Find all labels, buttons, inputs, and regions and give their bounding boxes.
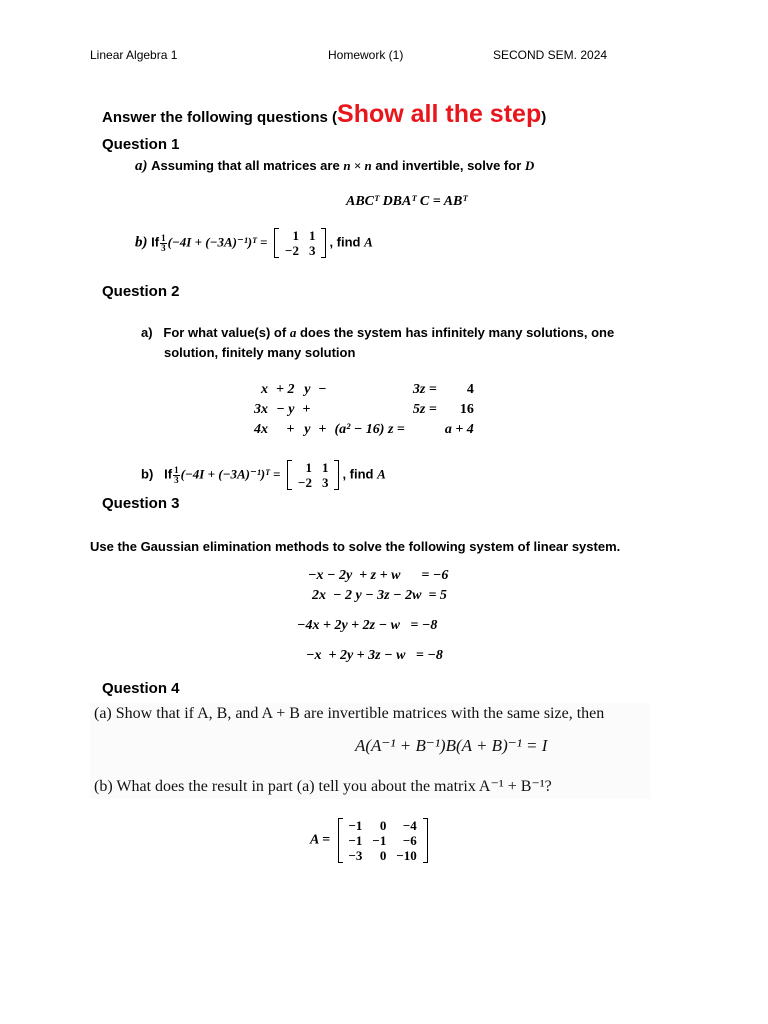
homework-title: Homework (1)	[328, 48, 404, 62]
q1-a-dims: n × n	[343, 158, 372, 173]
sys-cell: 4	[466, 382, 474, 397]
q3-equation-2: 2x − 2 y − 3z − 2w = 5	[312, 588, 447, 603]
question-2-heading: Question 2	[102, 283, 180, 300]
q4-a-equation: A(A⁻¹ + B⁻¹)B(A + B)⁻¹ = I	[355, 736, 548, 755]
matrix-cell: −2	[298, 475, 312, 490]
sys-cell: y	[304, 422, 311, 437]
q1-b-find: , find	[329, 234, 361, 250]
sys-cell: y	[304, 382, 311, 397]
sys-cell: +	[302, 402, 311, 417]
matrix-cell: −2	[285, 243, 299, 258]
question-3-heading: Question 3	[102, 495, 180, 512]
q2-a-line1: For what value(s) of	[163, 325, 287, 340]
q1-part-a	[135, 158, 534, 175]
matrix-cell: −1	[348, 818, 363, 833]
matrix-cell: −6	[402, 833, 417, 848]
matrix-cell: −4	[402, 818, 417, 833]
q1-a-var: D	[524, 158, 535, 173]
sys-cell: x	[261, 382, 268, 397]
q4-part-b: (b) What does the result in part (a) tell you about the matrix A⁻¹ + B⁻¹?	[94, 778, 552, 795]
q2-a-label: a)	[141, 325, 153, 340]
q2-a-line2: solution, finitely many solution	[164, 345, 356, 360]
matrix-cell: 1	[308, 228, 316, 243]
sys-cell: 5z =	[412, 402, 437, 417]
q4-part-a: (a) Show that if A, B, and A + B are invertible matrices with the same size, then	[94, 705, 605, 722]
q1-b-expr: (−4I + (−3A)⁻¹)ᵀ =	[167, 234, 268, 250]
sys-cell	[330, 380, 408, 400]
sys-cell: a + 4	[444, 422, 474, 437]
q2-system	[250, 380, 478, 440]
q3-equation-3: −4x + 2y + 2z − w = −8	[297, 618, 438, 633]
q3-text: Use the Gaussian elimination methods to solve the following system of linear system.	[90, 539, 621, 554]
matrix-cell: 1	[305, 460, 312, 475]
q1-b-frac-num: 1	[161, 232, 166, 243]
sys-cell	[409, 420, 441, 440]
q1-b-matrix	[274, 228, 326, 258]
sys-cell: 3x	[254, 402, 268, 417]
q1-a-text: Assuming that all matrices are	[151, 158, 340, 173]
matrix-cell: −10	[396, 848, 417, 863]
sys-cell: 16	[459, 402, 474, 417]
q2-b-var: A	[377, 466, 386, 482]
q1-a-label: a)	[135, 158, 148, 174]
q1-b-fraction	[160, 234, 167, 253]
q3-equation-4: −x + 2y + 3z − w = −8	[306, 648, 443, 663]
matrix-cell: 3	[321, 475, 329, 490]
q1-b-label: b)	[135, 234, 148, 251]
q2-b-expr: (−4I + (−3A)⁻¹)ᵀ =	[180, 466, 281, 482]
q3-equation-1: −x − 2y + z + w = −6	[308, 568, 449, 583]
sys-cell: +	[318, 422, 327, 437]
course-name: Linear Algebra 1	[90, 48, 178, 62]
question-1-heading: Question 1	[102, 136, 180, 153]
q2-b-fraction	[173, 466, 180, 485]
matrix-cell: −1	[348, 833, 363, 848]
instruction-prefix: Answer the following questions (	[102, 109, 338, 126]
matrix-cell: 3	[308, 243, 316, 258]
q2-part-b	[141, 460, 386, 490]
sys-cell	[330, 400, 408, 420]
question-4-heading: Question 4	[102, 680, 180, 697]
q4-matrix-label: A =	[310, 832, 331, 848]
q1-b-if: If	[151, 234, 160, 250]
q2-b-frac-num: 1	[174, 464, 179, 475]
matrix-cell: −1	[372, 833, 387, 848]
sys-cell: − y	[276, 402, 295, 417]
instruction-highlight: Show all the step	[337, 100, 542, 128]
q2-a-var: a	[289, 325, 297, 340]
q1-a-text2: and invertible, solve for	[375, 158, 522, 173]
sys-cell: +	[286, 422, 295, 437]
q1-a-equation: ABCᵀ DBAᵀ C = ABᵀ	[346, 194, 468, 209]
matrix-cell: 0	[379, 848, 387, 863]
q4-matrix	[338, 818, 428, 863]
matrix-cell: 1	[292, 228, 299, 243]
sys-cell: 4x	[254, 422, 268, 437]
instruction-line	[102, 100, 546, 129]
matrix-cell: 1	[321, 460, 329, 475]
sys-cell: 3z =	[412, 382, 437, 397]
q1-part-b	[135, 228, 373, 258]
q2-part-a	[141, 325, 614, 341]
sys-cell	[314, 400, 330, 420]
q2-a-line1b: does the system has infinitely many solutions, one	[299, 325, 615, 340]
q1-b-var: A	[364, 234, 373, 250]
sys-cell: + 2	[276, 382, 295, 397]
q2-b-find: , find	[342, 466, 374, 482]
q2-b-label: b)	[141, 466, 154, 482]
semester-label: SECOND SEM. 2024	[493, 48, 608, 62]
matrix-cell: 0	[379, 818, 387, 833]
matrix-cell: −3	[348, 848, 363, 863]
q1-b-frac-den: 3	[161, 242, 166, 253]
sys-cell: (a² − 16) z =	[334, 422, 405, 437]
q2-b-frac-den: 3	[174, 474, 179, 485]
q2-b-matrix	[287, 460, 339, 490]
instruction-suffix: )	[541, 109, 547, 126]
sys-cell: −	[318, 382, 327, 397]
q4-matrix-block	[310, 818, 431, 863]
q2-b-if: If	[164, 466, 173, 482]
